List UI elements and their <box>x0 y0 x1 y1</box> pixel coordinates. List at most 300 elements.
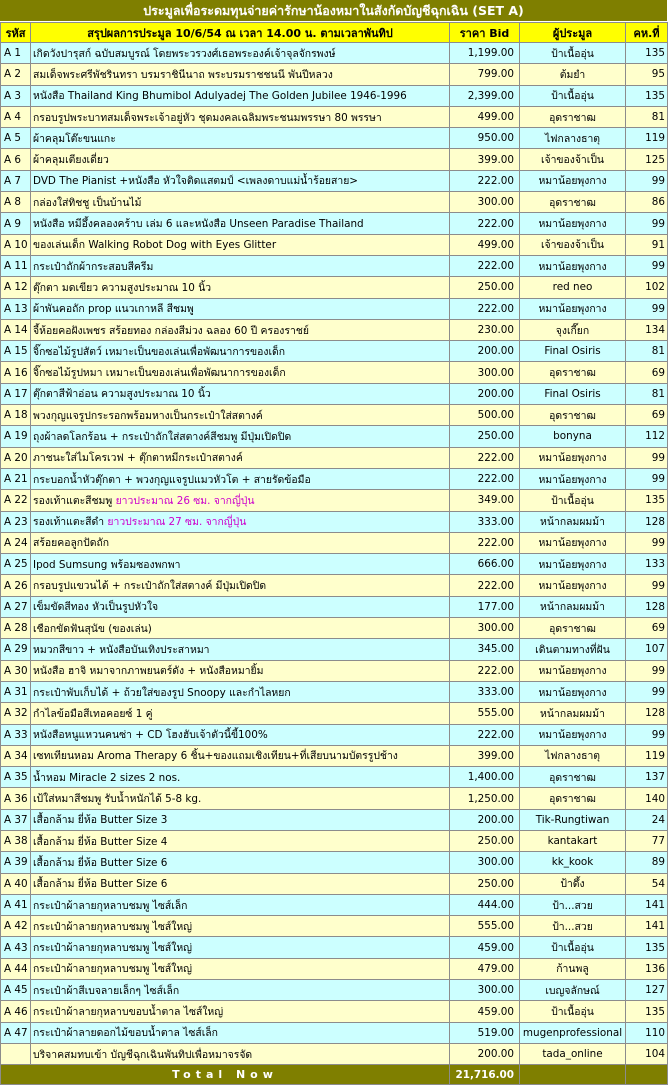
row-bid: 459.00 <box>450 1001 520 1022</box>
row-item-text: ผ้าคลุมโต๊ะขนแกะ <box>33 132 116 145</box>
row-code: A 33 <box>1 724 31 745</box>
row-code: A 34 <box>1 745 31 766</box>
row-code: A 29 <box>1 639 31 660</box>
row-code: A 24 <box>1 532 31 553</box>
table-row <box>1 639 668 660</box>
row-code: A 10 <box>1 234 31 255</box>
row-bid: 200.00 <box>450 383 520 404</box>
row-item-text: จิ๊กซอไม้รูปหมา เหมาะเป็นของเล่นเพื่อพัฒนาการของเด็ก <box>33 367 286 380</box>
row-item <box>31 106 450 127</box>
row-item <box>31 852 450 873</box>
row-item-text: น้ำหอม Miracle 2 sizes 2 nos. <box>33 771 181 784</box>
row-item-text: กล่องใส่ทิชชู เป็นบ้านไม้ <box>33 196 142 209</box>
row-item <box>31 681 450 702</box>
row-item-text: เกิดวังปารุสก์ ฉบับสมบูรณ์ โดยพระวรวงศ์เธอพระองค์เจ้าจุลจักรพงษ์ <box>33 47 336 60</box>
table-row <box>1 149 668 170</box>
row-bidder: ป้าเนื้ออุ่น <box>520 85 626 106</box>
row-item-text: กระเป๋าผ้าลายกุหลาบขอบน้ำตาล ไซส์ใหญ่ <box>33 1006 224 1018</box>
row-bidder: หมาน้อยพุงกาง <box>520 468 626 489</box>
table-row <box>1 511 668 532</box>
row-bid: 399.00 <box>450 149 520 170</box>
row-bid: 399.00 <box>450 745 520 766</box>
row-code: A 21 <box>1 468 31 489</box>
row-post: 69 <box>626 405 668 426</box>
table-row <box>1 1022 668 1043</box>
total-empty-post <box>626 1065 668 1085</box>
row-bidder: หมาน้อยพุงกาง <box>520 213 626 234</box>
row-bid: 2,399.00 <box>450 85 520 106</box>
row-bidder: อุดราชาฒ <box>520 788 626 809</box>
row-bid: 222.00 <box>450 298 520 319</box>
row-item <box>31 660 450 681</box>
row-item <box>31 554 450 575</box>
row-bidder: หมาน้อยพุงกาง <box>520 575 626 596</box>
table-row <box>1 319 668 340</box>
row-code: A 42 <box>1 916 31 937</box>
row-bidder: หมาน้อยพุงกาง <box>520 170 626 191</box>
row-code: A 35 <box>1 767 31 788</box>
row-item-text: กระเป๋าผ้าลายกุหลาบชมพู ไซส์ใหญ่ <box>33 963 193 976</box>
row-bidder: mugenprofessional <box>520 1022 626 1043</box>
table-row <box>1 1043 668 1064</box>
row-item-text: รองเท้าแตะสีดำ <box>33 516 108 529</box>
header-bid: ราคา Bid <box>450 23 520 43</box>
row-bidder: จุงเกี๊ยก <box>520 319 626 340</box>
row-bid: 333.00 <box>450 681 520 702</box>
row-item <box>31 830 450 851</box>
row-bid: 950.00 <box>450 128 520 149</box>
row-bidder: อุดราชาฒ <box>520 362 626 383</box>
row-bid: 1,400.00 <box>450 767 520 788</box>
table-row <box>1 106 668 127</box>
row-bid: 222.00 <box>450 468 520 489</box>
row-item-text: เข็มขัดสีทอง หัวเป็นรูปหัวใจ <box>33 601 159 614</box>
table-row <box>1 937 668 958</box>
table-row <box>1 43 668 64</box>
total-empty-bidder <box>520 1065 626 1085</box>
row-item <box>31 43 450 64</box>
table-row <box>1 298 668 319</box>
row-post: 140 <box>626 788 668 809</box>
row-post: 99 <box>626 213 668 234</box>
row-bid: 250.00 <box>450 426 520 447</box>
row-code: A 8 <box>1 192 31 213</box>
row-bid: 519.00 <box>450 1022 520 1043</box>
row-item-text: หนังสือ หมีอึ้งคลองคร้าบ เล่ม 6 และหนังสือ Unseen Paradise Thailand <box>33 218 364 231</box>
row-item-text: ผ้าพันคอถัก prop แนวเกาหลี สีชมพู <box>33 303 194 316</box>
row-item <box>31 639 450 660</box>
table-row <box>1 362 668 383</box>
row-bidder: ป้าเนื้ออุ่น <box>520 43 626 64</box>
row-bidder: อุดราชาฒ <box>520 106 626 127</box>
row-bid: 222.00 <box>450 660 520 681</box>
table-row <box>1 916 668 937</box>
row-item-text: เชือกขัดฟันสุนัข (ของเล่น) <box>33 622 152 635</box>
row-item-highlight: ยาวประมาณ 27 ซม. จากญี่ปุ่น <box>107 516 247 529</box>
row-post: 89 <box>626 852 668 873</box>
row-item-text: DVD The Pianist +หนังสือ หัวใจติดแสตมป์ <เพลงดาบแม่น้ำร้อยสาย> <box>33 175 358 188</box>
row-bidder: ก้านพลู <box>520 958 626 979</box>
row-bidder: tada_online <box>520 1043 626 1064</box>
row-item-text: ผ้าคลุมเตียงเดี่ยว <box>33 154 109 167</box>
row-bidder: เบญจลักษณ์ <box>520 980 626 1001</box>
row-post: 135 <box>626 937 668 958</box>
row-item <box>31 618 450 639</box>
row-bidder: หมาน้อยพุงกาง <box>520 660 626 681</box>
row-item-text: กรอบรูปพระบาทสมเด็จพระเจ้าอยู่หัว ชุดมงคลเฉลิมพระชนมพรรษา 80 พรรษา <box>33 111 382 124</box>
row-item <box>31 596 450 617</box>
table-row <box>1 341 668 362</box>
table-row <box>1 234 668 255</box>
row-post: 81 <box>626 383 668 404</box>
header-bidder: ผู้ประมูล <box>520 23 626 43</box>
row-bidder: เจ้าของจ้าเป็น <box>520 234 626 255</box>
table-row <box>1 724 668 745</box>
row-code: A 39 <box>1 852 31 873</box>
row-post: 99 <box>626 660 668 681</box>
row-bid: 222.00 <box>450 447 520 468</box>
row-item-text: หนังสือ ฮาจิ หมาจากภาพยนตร์ดัง + หนังสือหมายิ้ม <box>33 665 264 678</box>
row-item <box>31 383 450 404</box>
row-item <box>31 958 450 979</box>
row-post: 107 <box>626 639 668 660</box>
row-item <box>31 298 450 319</box>
row-item <box>31 64 450 85</box>
row-code: A 46 <box>1 1001 31 1022</box>
row-code: A 12 <box>1 277 31 298</box>
row-bid: 499.00 <box>450 234 520 255</box>
row-item <box>31 405 450 426</box>
row-bid: 555.00 <box>450 703 520 724</box>
row-code: A 47 <box>1 1022 31 1043</box>
row-item-text: หมวกสีขาว + หนังสือบันเทิงประสาหมา <box>33 643 210 656</box>
row-code: A 26 <box>1 575 31 596</box>
row-bid: 200.00 <box>450 1043 520 1064</box>
row-bid: 1,250.00 <box>450 788 520 809</box>
row-bid: 300.00 <box>450 852 520 873</box>
row-item-text: รองเท้าแตะสีชมพู <box>33 494 116 507</box>
table-row <box>1 554 668 575</box>
row-item-text: กระเป๋าผ้าลายกุหลาบชมพู ไซส์เล็ก <box>33 899 188 912</box>
row-code: A 45 <box>1 980 31 1001</box>
table-row <box>1 830 668 851</box>
row-item <box>31 1022 450 1043</box>
row-item <box>31 277 450 298</box>
table-row <box>1 447 668 468</box>
row-post: 86 <box>626 192 668 213</box>
row-item <box>31 767 450 788</box>
row-code: A 25 <box>1 554 31 575</box>
row-bid: 479.00 <box>450 958 520 979</box>
row-bid: 230.00 <box>450 319 520 340</box>
row-code: A 6 <box>1 149 31 170</box>
row-code: A 15 <box>1 341 31 362</box>
table-row <box>1 490 668 511</box>
row-bid: 555.00 <box>450 916 520 937</box>
row-post: 81 <box>626 341 668 362</box>
row-bidder: เดินตามทางที่ฝัน <box>520 639 626 660</box>
row-post: 99 <box>626 298 668 319</box>
row-bid: 222.00 <box>450 724 520 745</box>
row-item <box>31 447 450 468</box>
row-item-text: ถุงผ้าลดโลกร้อน + กระเป๋าถักใส่สตางค์สีชมพู มีปุ่มเปิดปิด <box>33 430 292 443</box>
row-bid: 300.00 <box>450 362 520 383</box>
row-post: 99 <box>626 468 668 489</box>
row-item-text: หนังสือหนูแหวนคนซ่า + CD โฮงฮับเจ้าตัวนี้ขี้100% <box>33 729 268 742</box>
table-row <box>1 681 668 702</box>
row-post: 134 <box>626 319 668 340</box>
row-bid: 222.00 <box>450 255 520 276</box>
total-label: Total Now <box>1 1065 450 1085</box>
row-bid: 1,199.00 <box>450 43 520 64</box>
row-post: 69 <box>626 362 668 383</box>
header-post: คห.ที่ <box>626 23 668 43</box>
row-post: 128 <box>626 511 668 532</box>
row-item <box>31 319 450 340</box>
row-item-text: ตุ๊กตาสีฟ้าอ่อน ความสูงประมาณ 10 นิ้ว <box>33 388 211 401</box>
row-code: A 11 <box>1 255 31 276</box>
row-bidder: หมาน้อยพุงกาง <box>520 532 626 553</box>
row-item <box>31 234 450 255</box>
row-code: A 20 <box>1 447 31 468</box>
row-post: 110 <box>626 1022 668 1043</box>
row-item-text: Ipod Sumsung พร้อมซองพกพา <box>33 558 181 571</box>
row-item-text: บริจาคสมทบเข้า บัญชีฉุกเฉินพันทิปเพื่อหมาจรจัด <box>33 1048 253 1061</box>
row-item-text: เสื้อกล้าม ยี่ห้อ Butter Size 4 <box>33 835 168 848</box>
row-item <box>31 873 450 894</box>
row-bid: 500.00 <box>450 405 520 426</box>
table-row <box>1 255 668 276</box>
row-post: 135 <box>626 1001 668 1022</box>
row-post: 128 <box>626 703 668 724</box>
row-item-text: กระเป๋าถักผ้ากระสอบสีครีม <box>33 260 154 273</box>
row-bid: 250.00 <box>450 277 520 298</box>
table-row <box>1 788 668 809</box>
row-bidder: Tik-Rungtiwan <box>520 809 626 830</box>
row-code: A 44 <box>1 958 31 979</box>
row-post: 135 <box>626 43 668 64</box>
row-item-text: เสื้อกล้าม ยี่ห้อ Butter Size 3 <box>33 814 168 827</box>
table-row <box>1 405 668 426</box>
row-code: A 3 <box>1 85 31 106</box>
row-item <box>31 916 450 937</box>
row-code: A 28 <box>1 618 31 639</box>
table-row <box>1 128 668 149</box>
row-bidder: ต้มยำ <box>520 64 626 85</box>
row-code: A 18 <box>1 405 31 426</box>
header-row <box>1 23 668 43</box>
row-post: 136 <box>626 958 668 979</box>
table-row <box>1 426 668 447</box>
header-item: สรุปผลการประมูล 10/6/54 ณ เวลา 14.00 น. ตามเวลาพันทิป <box>31 23 450 43</box>
row-bid: 333.00 <box>450 511 520 532</box>
table-row <box>1 958 668 979</box>
row-bidder: Final Osiris <box>520 341 626 362</box>
row-item <box>31 1001 450 1022</box>
row-bid: 799.00 <box>450 64 520 85</box>
row-item-text: ภาชนะใส่ไมโครเวฟ + ตุ๊กตาหมีกระเป๋าสตางค์ <box>33 452 243 465</box>
row-item-text: เสื้อกล้าม ยี่ห้อ Butter Size 6 <box>33 856 168 869</box>
row-item <box>31 490 450 511</box>
row-bidder: red neo <box>520 277 626 298</box>
row-bidder: อุดราชาฒ <box>520 192 626 213</box>
total-row <box>1 1065 668 1085</box>
row-bid: 250.00 <box>450 830 520 851</box>
row-bid: 177.00 <box>450 596 520 617</box>
row-post: 128 <box>626 596 668 617</box>
auction-table <box>0 22 668 1085</box>
row-item-text: กระเป๋าผ้าลายดอกไม้ขอบน้ำตาล ไซส์เล็ก <box>33 1027 218 1040</box>
row-item <box>31 703 450 724</box>
row-bidder: หน้ากลมผมม้า <box>520 596 626 617</box>
row-code: A 7 <box>1 170 31 191</box>
row-item <box>31 575 450 596</box>
row-bid: 200.00 <box>450 809 520 830</box>
row-bid: 222.00 <box>450 532 520 553</box>
row-bidder: ป้าเนื้ออุ่น <box>520 490 626 511</box>
row-code: A 32 <box>1 703 31 724</box>
row-post: 137 <box>626 767 668 788</box>
row-bid: 345.00 <box>450 639 520 660</box>
row-bid: 250.00 <box>450 873 520 894</box>
row-post: 119 <box>626 128 668 149</box>
row-bidder: ไฟกลางธาตุ <box>520 128 626 149</box>
row-item-text: กรอบรูปแขวนได้ + กระเป๋าถักใส่สตางค์ มีปุ่มเปิดปิด <box>33 580 267 593</box>
row-bidder: หมาน้อยพุงกาง <box>520 447 626 468</box>
row-bidder: ป้าเนื้ออุ่น <box>520 1001 626 1022</box>
table-row <box>1 894 668 915</box>
row-code: A 30 <box>1 660 31 681</box>
row-post: 102 <box>626 277 668 298</box>
row-item <box>31 468 450 489</box>
row-code: A 1 <box>1 43 31 64</box>
row-bid: 300.00 <box>450 192 520 213</box>
row-post: 112 <box>626 426 668 447</box>
row-item-text: หนังสือ Thailand King Bhumibol Adulyadej The Golden Jubilee 1946-1996 <box>33 90 407 103</box>
header-code: รหัส <box>1 23 31 43</box>
table-row <box>1 575 668 596</box>
row-bidder: Final Osiris <box>520 383 626 404</box>
row-item-text: ของเล่นเด็ก Walking Robot Dog with Eyes Glitter <box>33 239 277 252</box>
row-item <box>31 255 450 276</box>
row-post: 69 <box>626 618 668 639</box>
row-post: 99 <box>626 255 668 276</box>
row-bidder: หมาน้อยพุงกาง <box>520 681 626 702</box>
table-row <box>1 873 668 894</box>
row-bid: 222.00 <box>450 575 520 596</box>
row-item <box>31 724 450 745</box>
row-item <box>31 341 450 362</box>
row-bid: 666.00 <box>450 554 520 575</box>
row-post: 99 <box>626 447 668 468</box>
row-post: 81 <box>626 106 668 127</box>
row-item <box>31 426 450 447</box>
row-post: 24 <box>626 809 668 830</box>
row-item-text: จี้ห้อยคอฝังเพชร สร้อยทอง กล่องสีม่วง ฉลอง 60 ปี ครองราชย์ <box>33 324 309 337</box>
row-post: 141 <box>626 916 668 937</box>
row-bidder: ป้า...สวย <box>520 916 626 937</box>
table-row <box>1 277 668 298</box>
row-item <box>31 809 450 830</box>
row-bid: 300.00 <box>450 980 520 1001</box>
table-row <box>1 745 668 766</box>
table-row <box>1 192 668 213</box>
row-code <box>1 1043 31 1064</box>
row-post: 119 <box>626 745 668 766</box>
row-bidder: หมาน้อยพุงกาง <box>520 724 626 745</box>
row-item-text: เซทเทียนหอม Aroma Therapy 6 ชิ้น+ของแถมเชิงเทียน+ที่เสียบนามบัตรรูปช้าง <box>33 750 398 763</box>
row-post: 54 <box>626 873 668 894</box>
row-bid: 222.00 <box>450 170 520 191</box>
row-item-text: สมเด็จพระศรีพัชรินทรา บรมราชินีนาถ พระบรมราชชนนี พันปีหลวง <box>33 68 333 81</box>
row-item-text: เป้ใส่หมาสีชมพู รับน้ำหนักได้ 5-8 kg. <box>33 793 202 806</box>
row-post: 135 <box>626 490 668 511</box>
row-bidder: bonyna <box>520 426 626 447</box>
row-item <box>31 980 450 1001</box>
row-item-text: กระเป๋าผ้าสีเบจลายเล็กๆ ไซส์เล็ก <box>33 984 180 997</box>
row-bid: 459.00 <box>450 937 520 958</box>
row-code: A 27 <box>1 596 31 617</box>
row-post: 99 <box>626 724 668 745</box>
row-bidder: ป้าเนื้ออุ่น <box>520 937 626 958</box>
table-row <box>1 213 668 234</box>
row-post: 104 <box>626 1043 668 1064</box>
row-code: A 17 <box>1 383 31 404</box>
row-code: A 23 <box>1 511 31 532</box>
row-bid: 200.00 <box>450 341 520 362</box>
row-bidder: เจ้าของจ้าเป็น <box>520 149 626 170</box>
table-row <box>1 468 668 489</box>
row-item <box>31 511 450 532</box>
row-item-text: กระเป๋าผ้าลายกุหลาบชมพู ไซส์ใหญ่ <box>33 942 193 955</box>
row-item <box>31 85 450 106</box>
row-bidder: kantakart <box>520 830 626 851</box>
row-post: 135 <box>626 85 668 106</box>
row-post: 127 <box>626 980 668 1001</box>
row-bidder: อุดราชาฒ <box>520 767 626 788</box>
row-post: 77 <box>626 830 668 851</box>
row-bid: 300.00 <box>450 618 520 639</box>
row-item <box>31 788 450 809</box>
row-code: A 14 <box>1 319 31 340</box>
table-row <box>1 64 668 85</box>
row-post: 133 <box>626 554 668 575</box>
table-row <box>1 532 668 553</box>
table-row <box>1 660 668 681</box>
row-code: A 36 <box>1 788 31 809</box>
row-bidder: หน้ากลมผมม้า <box>520 703 626 724</box>
row-code: A 31 <box>1 681 31 702</box>
row-item <box>31 745 450 766</box>
row-code: A 2 <box>1 64 31 85</box>
row-item-text: เสื้อกล้าม ยี่ห้อ Butter Size 6 <box>33 878 168 891</box>
row-code: A 40 <box>1 873 31 894</box>
table-row <box>1 618 668 639</box>
row-item <box>31 362 450 383</box>
row-post: 91 <box>626 234 668 255</box>
table-row <box>1 1001 668 1022</box>
row-bidder: หมาน้อยพุงกาง <box>520 298 626 319</box>
table-row <box>1 809 668 830</box>
row-item-text: ตุ๊กตา มดเขียว ความสูงประมาณ 10 นิ้ว <box>33 281 212 294</box>
row-item <box>31 192 450 213</box>
row-code: A 41 <box>1 894 31 915</box>
row-code: A 13 <box>1 298 31 319</box>
sheet-title: ประมูลเพื่อระดมทุนจ่ายค่ารักษาน้องหมาในสังกัดบัญชีฉุกเฉิน (SET A) <box>0 0 667 22</box>
row-item <box>31 170 450 191</box>
row-bidder: ป้า...สวย <box>520 894 626 915</box>
row-item-text: กระเป๋าพับเก็บได้ + ถ้วยใส่ของรูป Snoopy และกำไลหยก <box>33 686 291 699</box>
